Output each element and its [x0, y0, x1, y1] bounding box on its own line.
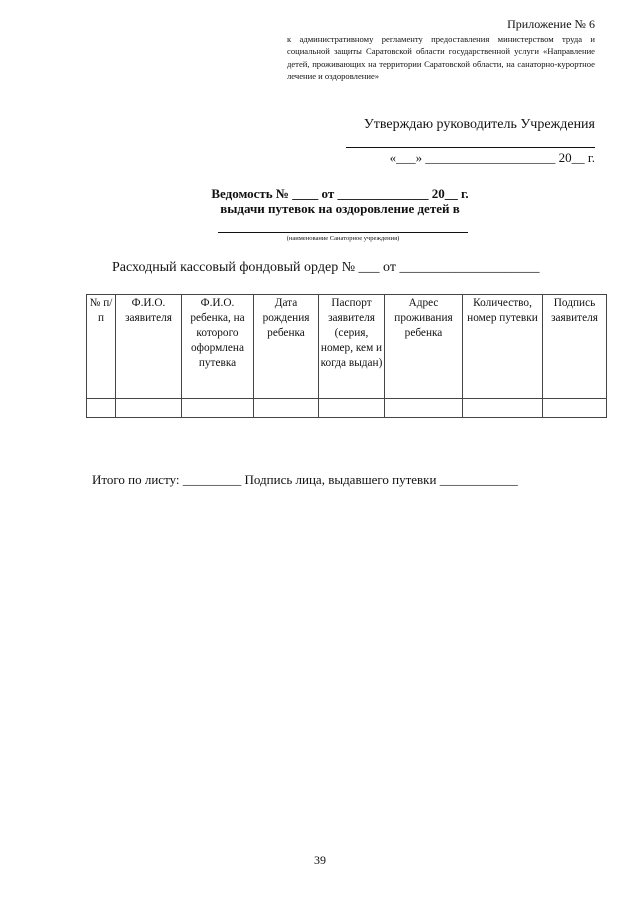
- column-header: № п/п: [87, 295, 116, 399]
- issuance-table: [86, 294, 607, 418]
- column-header: Ф.И.О. ребенка, на которого оформлена путевка: [182, 295, 254, 399]
- table-cell: [463, 399, 543, 418]
- page-number: 39: [314, 853, 326, 867]
- document-subtitle: выдачи путевок на оздоровление детей в: [220, 201, 460, 216]
- column-header: Подпись заявителя: [543, 295, 607, 399]
- table-row: [87, 399, 607, 418]
- table-cell: [319, 399, 385, 418]
- column-header: Ф.И.О. заявителя: [116, 295, 182, 399]
- approval-text: Утверждаю руководитель Учреждения: [363, 117, 595, 132]
- column-header: Дата рождения ребенка: [254, 295, 319, 399]
- appendix-text: к административному регламенту предоставления министерством труда и социальной защиты Саратовской области государственной услуги «Направление детей, проживающих на территории Саратовской области, на санаторно-курортное лечение и оздоровление»: [287, 34, 595, 82]
- total-signature-line: Итого по листу: _________ Подпись лица, выдавшего путевки ____________: [92, 472, 518, 487]
- table-header-row: [87, 295, 607, 399]
- table-cell: [385, 399, 463, 418]
- sanatorium-name-line: [218, 232, 468, 233]
- table-cell: [182, 399, 254, 418]
- table-cell: [254, 399, 319, 418]
- appendix-title: Приложение № 6: [507, 17, 595, 31]
- column-header: Паспорт заявителя (серия, номер, кем и когда выдан): [319, 295, 385, 399]
- table-cell: [116, 399, 182, 418]
- cash-order-line: Расходный кассовый фондовый ордер № ___ от ____________________: [112, 260, 540, 275]
- approval-signature-line: [346, 147, 595, 148]
- document-title: Ведомость № ____ от ______________ 20__ г.: [211, 186, 469, 201]
- sanatorium-caption: (наименование Санаторное учреждения): [286, 235, 400, 242]
- column-header: Количество, номер путевки: [463, 295, 543, 399]
- table-cell: [87, 399, 116, 418]
- column-header: Адрес проживания ребенка: [385, 295, 463, 399]
- approval-date-line: «___» ____________________ 20__ г.: [389, 150, 595, 165]
- table-cell: [543, 399, 607, 418]
